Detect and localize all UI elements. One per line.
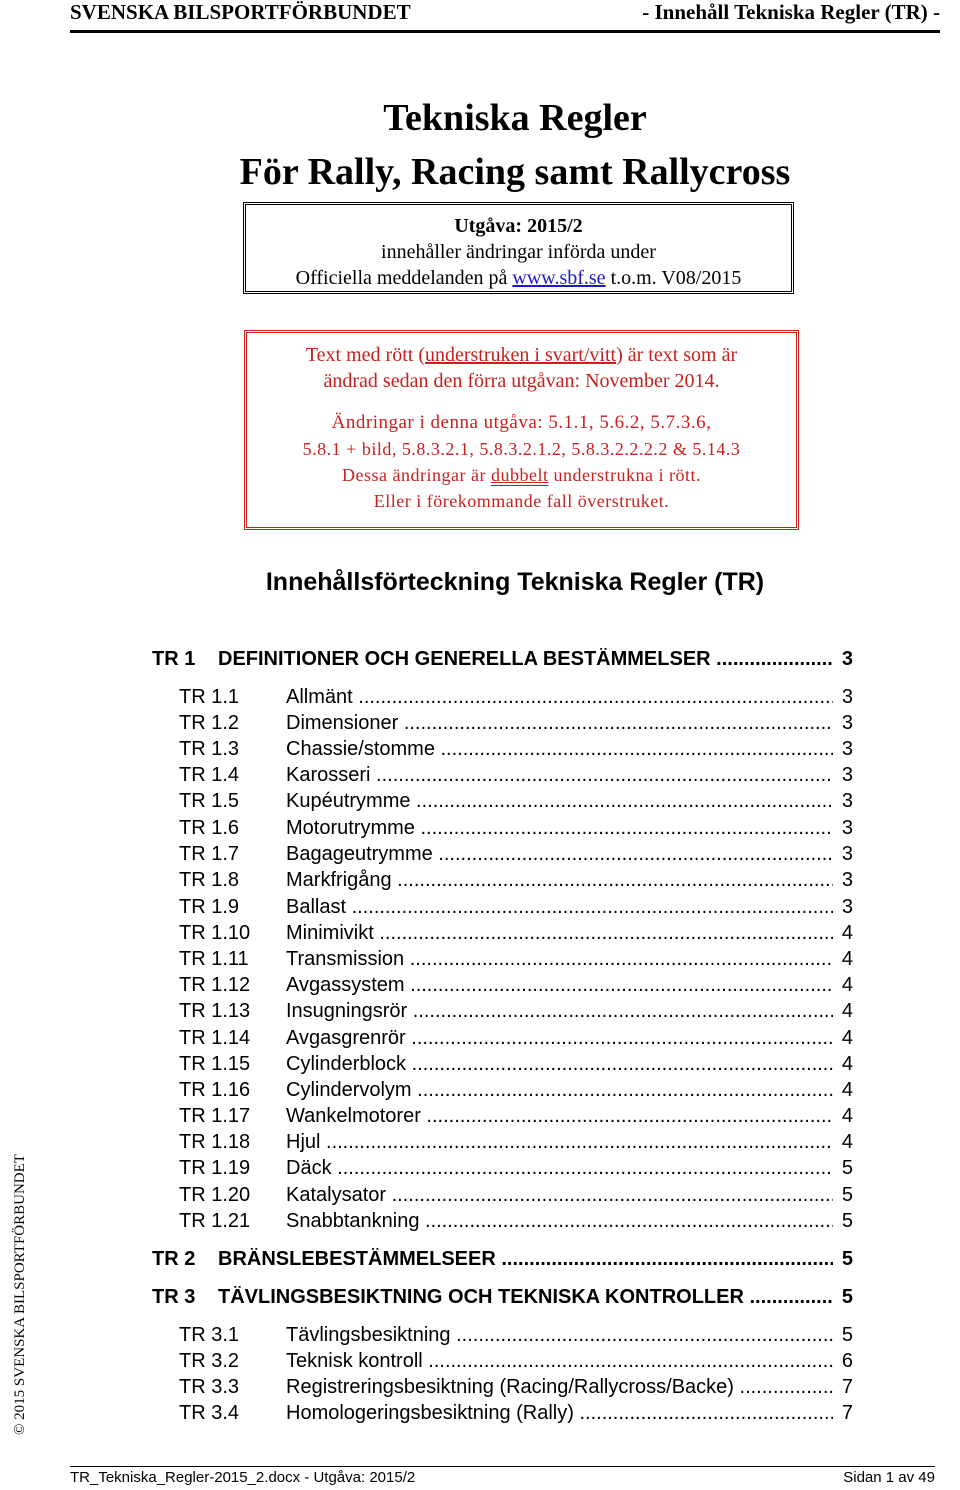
toc-entry-title: Katalysator ..... [286, 1184, 833, 1207]
toc-entry-title: Snabbtankning ..... [286, 1210, 833, 1233]
toc-entry-title: Hjul ..... [286, 1131, 833, 1154]
toc-entry-title: Tävlingsbesiktning ..... [286, 1324, 833, 1347]
toc-entry-number: TR 1.2 [179, 712, 240, 734]
toc-entry-page: 3 [841, 648, 853, 670]
footer-page-number: Sidan 1 av 49 [843, 1469, 935, 1486]
toc-entry-number: TR 1.13 [179, 1000, 251, 1022]
toc-entry-number: TR 1.11 [179, 948, 249, 970]
changes-marking-note: Dessa ändringar är dubbelt understrukna i rött. [342, 465, 701, 485]
changes-strike-note: Eller i förekommande fall överstruket. [373, 491, 670, 511]
change-notice-box [244, 330, 799, 530]
toc-section-entry[interactable] [152, 1079, 853, 1105]
toc-entry-title: Allmänt ..... [286, 686, 833, 709]
toc-entry-page: 4 [841, 948, 853, 970]
toc-section-entry[interactable] [152, 790, 853, 816]
toc-entry-page: 5 [841, 1184, 853, 1206]
toc-section-entry[interactable] [152, 1324, 853, 1350]
toc-entry-page: 4 [841, 1105, 853, 1127]
toc-entry-number: TR 1.20 [179, 1184, 251, 1206]
toc-entry-number: TR 1.17 [179, 1105, 251, 1127]
toc-entry-title: Transmission ..... [286, 948, 833, 971]
toc-section-entry[interactable] [152, 1184, 853, 1210]
toc-entry-title: Registreringsbesiktning (Racing/Rallycross/Backe) ..... [286, 1376, 833, 1399]
toc-entry-number: TR 1.15 [179, 1053, 251, 1075]
toc-entry-number: TR 1.8 [179, 869, 240, 891]
header-section: - Innehåll Tekniska Regler (TR) - [642, 0, 940, 24]
change-notice-line: Text med rött (understruken i svart/vitt) är text som är [305, 344, 738, 366]
toc-entry-title: Minimivikt ..... [286, 922, 833, 945]
toc-section-entry[interactable] [152, 1210, 853, 1236]
toc-section-entry[interactable] [152, 1376, 853, 1402]
toc-entry-number: TR 3.2 [179, 1350, 240, 1372]
toc-entry-page: 7 [841, 1402, 853, 1424]
footer-filename: TR_Tekniska_Regler-2015_2.docx - Utgåva: 2015/2 [70, 1469, 416, 1486]
toc-heading: Innehållsförteckning Tekniska Regler (TR) [265, 568, 765, 596]
toc-section-entry[interactable] [152, 1053, 853, 1079]
edition-box [243, 202, 794, 294]
toc-section-entry[interactable] [152, 1105, 853, 1131]
toc-section-entry[interactable] [152, 1000, 853, 1026]
toc-entry-title: Avgassystem ..... [286, 974, 833, 997]
toc-entry-number: TR 1.9 [179, 896, 240, 918]
toc-section-entry[interactable] [152, 1157, 853, 1183]
toc-entry-number: TR 1.19 [179, 1157, 251, 1179]
toc-entry-number: TR 1.1 [179, 686, 240, 708]
toc-entry-title: Karosseri ..... [286, 764, 833, 787]
toc-section-entry[interactable] [152, 686, 853, 712]
toc-entry-number: TR 1.5 [179, 790, 240, 812]
toc-entry-title: BRÄNSLEBESTÄMMELSEER ..... [218, 1248, 833, 1271]
toc-entry-page: 6 [841, 1350, 853, 1372]
toc-entry-number: TR 2 [152, 1248, 196, 1270]
toc-entry-page: 3 [841, 686, 853, 708]
changes-list: Ändringar i denna utgåva: 5.1.1, 5.6.2, 5.7.3.6, [331, 412, 712, 433]
edition-note: innehåller ändringar införda under [381, 241, 656, 263]
toc-entry-number: TR 1.21 [179, 1210, 251, 1232]
toc-chapter-entry[interactable] [152, 648, 853, 674]
toc-section-entry[interactable] [152, 1402, 853, 1428]
header-organization: SVENSKA BILSPORTFÖRBUNDET [70, 0, 411, 24]
toc-section-entry[interactable] [152, 738, 853, 764]
toc-entry-page: 4 [841, 922, 853, 944]
toc-entry-number: TR 1.6 [179, 817, 240, 839]
toc-entry-number: TR 1.4 [179, 764, 240, 786]
toc-entry-title: Teknisk kontroll ..... [286, 1350, 833, 1373]
toc-entry-title: Insugningsrör ..... [286, 1000, 833, 1023]
toc-section-entry[interactable] [152, 843, 853, 869]
toc-entry-number: TR 3.1 [179, 1324, 240, 1346]
toc-chapter-entry[interactable] [152, 1286, 853, 1312]
toc-entry-title: DEFINITIONER OCH GENERELLA BESTÄMMELSER ..... [218, 648, 833, 671]
toc-entry-number: TR 3.4 [179, 1402, 240, 1424]
copyright-sidebar: © 2015 SVENSKA BILSPORTFÖRBUNDET [12, 1154, 28, 1435]
toc-entry-title: Wankelmotorer ..... [286, 1105, 833, 1128]
toc-entry-page: 5 [841, 1286, 853, 1308]
toc-section-entry[interactable] [152, 1131, 853, 1157]
toc-entry-page: 7 [841, 1376, 853, 1398]
toc-entry-page: 3 [841, 738, 853, 760]
toc-entry-page: 3 [841, 764, 853, 786]
change-notice-line: ändrad sedan den förra utgåvan: November 2014. [323, 370, 720, 392]
toc-section-entry[interactable] [152, 922, 853, 948]
toc-entry-page: 5 [841, 1157, 853, 1179]
document-subtitle: För Rally, Racing samt Rallycross [239, 151, 791, 193]
toc-entry-number: TR 1.14 [179, 1027, 251, 1049]
toc-section-entry[interactable] [152, 764, 853, 790]
toc-entry-title: Kupéutrymme ..... [286, 790, 833, 813]
document-title: Tekniska Regler [383, 97, 647, 139]
toc-section-entry[interactable] [152, 869, 853, 895]
toc-entry-page: 4 [841, 1079, 853, 1101]
toc-section-entry[interactable] [152, 712, 853, 738]
toc-section-entry[interactable] [152, 974, 853, 1000]
toc-entry-title: Bagageutrymme ..... [286, 843, 833, 866]
toc-section-entry[interactable] [152, 1027, 853, 1053]
toc-section-entry[interactable] [152, 817, 853, 843]
edition-label: Utgåva: 2015/2 [454, 215, 583, 237]
toc-entry-number: TR 1.12 [179, 974, 251, 996]
toc-entry-title: Homologeringsbesiktning (Rally) ..... [286, 1402, 833, 1425]
toc-entry-page: 5 [841, 1324, 853, 1346]
toc-entry-page: 4 [841, 1053, 853, 1075]
toc-entry-title: Cylindervolym ..... [286, 1079, 833, 1102]
page-footer [70, 1466, 935, 1490]
toc-entry-title: TÄVLINGSBESIKTNING OCH TEKNISKA KONTROLLER ..... [218, 1286, 833, 1309]
toc-entry-number: TR 1.7 [179, 843, 240, 865]
toc-section-entry[interactable] [152, 948, 853, 974]
toc-entry-number: TR 1.10 [179, 922, 251, 944]
toc-entry-title: Däck ..... [286, 1157, 833, 1180]
toc-entry-number: TR 1 [152, 648, 196, 670]
toc-entry-number: TR 3 [152, 1286, 196, 1308]
page-header [70, 0, 940, 33]
toc-entry-number: TR 1.18 [179, 1131, 251, 1153]
toc-section-entry[interactable] [152, 1350, 853, 1376]
toc-entry-number: TR 1.3 [179, 738, 240, 760]
toc-entry-page: 3 [841, 869, 853, 891]
toc-entry-title: Markfrigång ..... [286, 869, 833, 892]
toc-entry-page: 5 [841, 1248, 853, 1270]
toc-entry-page: 3 [841, 896, 853, 918]
toc-entry-title: Cylinderblock ..... [286, 1053, 833, 1076]
changes-list: 5.8.1 + bild, 5.8.3.2.1, 5.8.3.2.1.2, 5.8.3.2.2.2.2 & 5.14.3 [302, 439, 741, 459]
toc-entry-title: Motorutrymme ..... [286, 817, 833, 840]
toc-entry-page: 3 [841, 790, 853, 812]
sbf-link[interactable]: www.sbf.se [512, 267, 606, 289]
toc-entry-title: Dimensioner ..... [286, 712, 833, 735]
toc-entry-page: 4 [841, 1000, 853, 1022]
toc-entry-page: 4 [841, 1131, 853, 1153]
toc-entry-page: 4 [841, 1027, 853, 1049]
toc-section-entry[interactable] [152, 896, 853, 922]
toc-entry-page: 4 [841, 974, 853, 996]
toc-entry-number: TR 1.16 [179, 1079, 251, 1101]
toc-entry-title: Chassie/stomme ..... [286, 738, 833, 761]
toc-entry-page: 3 [841, 712, 853, 734]
toc-entry-page: 3 [841, 843, 853, 865]
edition-source: Officiella meddelanden på www.sbf.se t.o.m. V08/2015 [295, 267, 742, 289]
toc-entry-page: 3 [841, 817, 853, 839]
toc-entry-number: TR 3.3 [179, 1376, 240, 1398]
toc-entry-title: Ballast ..... [286, 896, 833, 919]
toc-entry-page: 5 [841, 1210, 853, 1232]
toc-chapter-entry[interactable] [152, 1248, 853, 1274]
toc-entry-title: Avgasgrenrör ..... [286, 1027, 833, 1050]
